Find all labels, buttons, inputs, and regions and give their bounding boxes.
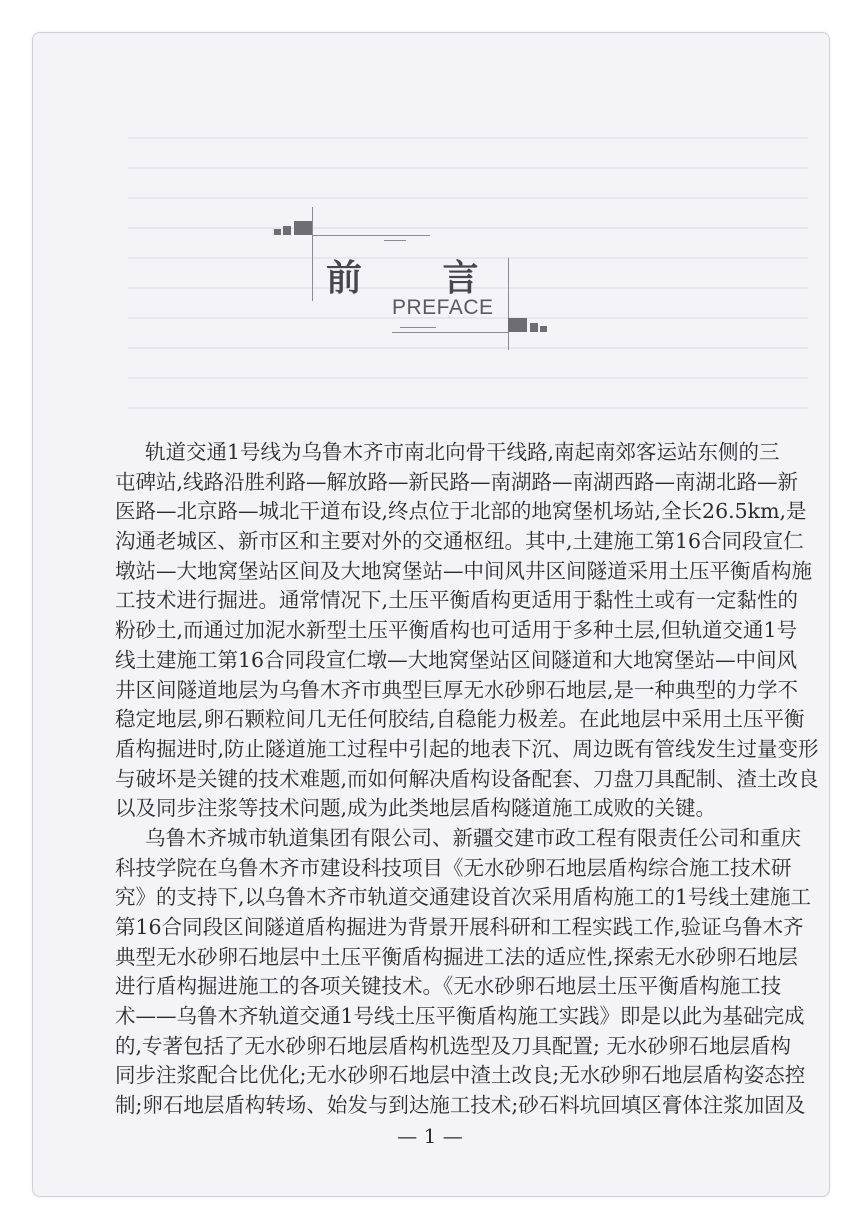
ornament-line bbox=[312, 235, 430, 236]
paragraph-line: 以及同步注浆等技术问题,成为此类地层盾构隧道施工成败的关键。 bbox=[115, 796, 717, 821]
ornament-line bbox=[392, 332, 508, 333]
paragraph-line: 粉砂土,而通过加泥水新型土压平衡盾构也可适用于多种土层,但轨道交通1号 bbox=[115, 618, 798, 643]
ornament-square bbox=[283, 226, 291, 235]
paragraph-line: 井区间隧道地层为乌鲁木齐市典型巨厚无水砂卵石地层,是一种典型的力学不 bbox=[115, 677, 799, 702]
paragraph-line: 第16合同段区间隧道盾构掘进为背景开展科研和工程实践工作,验证乌鲁木齐 bbox=[115, 915, 804, 939]
paragraph-line: 科技学院在乌鲁木齐市建设科技项目《无水砂卵石地层盾构综合施工技术研 bbox=[115, 855, 792, 880]
ornament-square bbox=[530, 323, 538, 332]
paragraph-line: 乌鲁木齐城市轨道集团有限公司、新疆交建市政工程有限责任公司和重庆 bbox=[145, 825, 801, 850]
paragraph-line: 与破坏是关键的技术难题,而如何解决盾构设备配套、刀盘刀具配制、渣土改良 bbox=[115, 766, 819, 791]
paragraph-line: 轨道交通1号线为乌鲁木齐市南北向骨干线路,南起南郊客运站东侧的三 bbox=[145, 440, 780, 464]
paragraph-line: 同步注浆配合比优化;无水砂卵石地层中渣土改良;无水砂卵石地层盾构姿态控 bbox=[115, 1063, 806, 1088]
page-title: 前 言 bbox=[326, 257, 513, 299]
ornament-square bbox=[540, 326, 547, 332]
paragraph-line: 稳定地层,卵石颗粒间几无任何胶结,自稳能力极差。在此地层中采用土压平衡 bbox=[115, 707, 805, 732]
page-number: — 1 — bbox=[397, 1124, 463, 1148]
paragraph-line: 典型无水砂卵石地层中土压平衡盾构掘进工法的适应性,探索无水砂卵石地层 bbox=[115, 944, 799, 969]
ornament-line bbox=[384, 240, 406, 241]
paragraph-line: 盾构掘进时,防止隧道施工过程中引起的地表下沉、周边既有管线发生过量变形 bbox=[115, 736, 819, 761]
paragraph-line: 墩站—大地窝堡站区间及大地窝堡站—中间风井区间隧道采用土压平衡盾构施 bbox=[115, 558, 812, 583]
body-text bbox=[115, 438, 819, 1121]
paragraph-line: 医路—北京路—城北干道布设,终点位于北部的地窝堡机场站,全长26.5km,是 bbox=[115, 499, 807, 524]
ornament-square bbox=[274, 229, 281, 235]
ornament-square bbox=[508, 318, 527, 332]
paragraph-line: 究》的支持下,以乌鲁木齐市轨道交通建设首次采用盾构施工的1号线土建施工 bbox=[115, 885, 812, 910]
paragraph-line: 工技术进行掘进。通常情况下,土压平衡盾构更适用于黏性土或有一定黏性的 bbox=[115, 588, 799, 613]
paragraph-line: 的,专著包括了无水砂卵石地层盾构机选型及刀具配置; 无水砂卵石地层盾构 bbox=[115, 1033, 791, 1058]
paragraph-line: 制;卵石地层盾构转场、始发与到达施工技术;砂石料坑回填区膏体注浆加固及 bbox=[115, 1093, 806, 1118]
paragraph-line: 线土建施工第16合同段宣仁墩—大地窝堡站区间隧道和大地窝堡站—中间风 bbox=[115, 647, 798, 672]
ornament-line bbox=[400, 327, 436, 328]
ornament-square bbox=[294, 221, 312, 235]
paragraph-line: 沟通老城区、新市区和主要对外的交通枢纽。其中,土建施工第16合同段宣仁 bbox=[115, 529, 804, 554]
paragraph-line: 屯碑站,线路沿胜利路—解放路—新民路—南湖路—南湖西路—南湖北路—新 bbox=[115, 469, 799, 494]
paragraph-line: 术——乌鲁木齐轨道交通1号线土压平衡盾构施工实践》即是以此为基础完成 bbox=[115, 1004, 805, 1029]
ornament-line bbox=[312, 207, 313, 301]
page-subtitle: PREFACE bbox=[392, 296, 494, 319]
paragraph-line: 进行盾构掘进施工的各项关键技术。《无水砂卵石地层土压平衡盾构施工技 bbox=[115, 974, 782, 999]
